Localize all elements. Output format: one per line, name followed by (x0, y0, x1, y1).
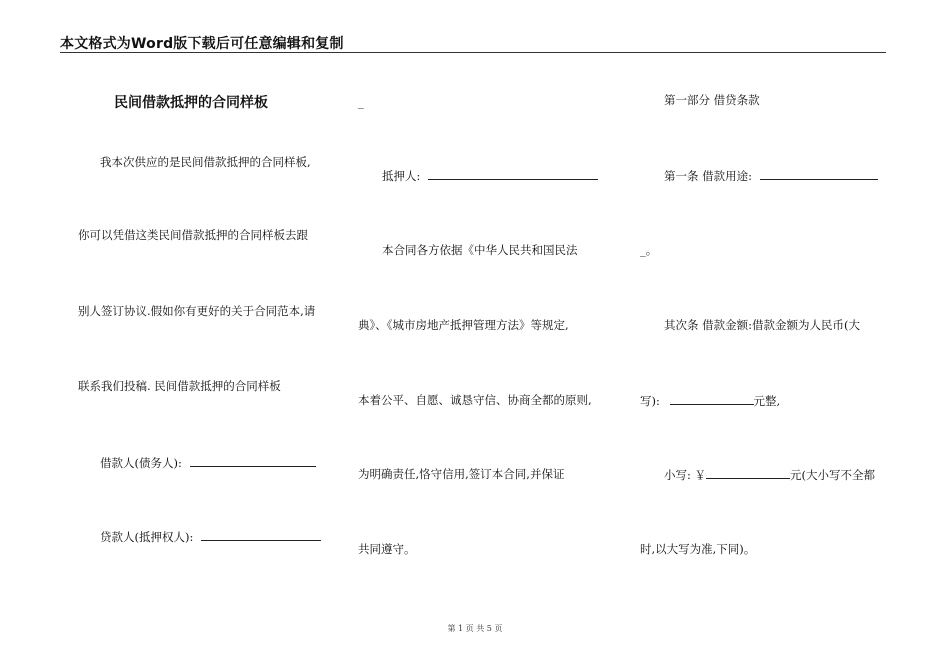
lender-label: 贷款人(抵押权人): (100, 530, 194, 544)
borrower-line (100, 455, 316, 470)
mortgagor-blank[interactable] (428, 168, 598, 180)
col2-paragraph-line-4: 为明确责任,恪守信用,签订本合同,并保证 (358, 467, 565, 481)
col2-dash: _ (358, 95, 364, 109)
mortgagor-label: 抵押人: (382, 169, 421, 183)
col1-paragraph-line-1: 我本次供应的是民间借款抵押的合同样板, (100, 155, 311, 169)
col1-paragraph-line-4: 联系我们投稿. 民间借款抵押的合同样板 (78, 379, 281, 393)
amount-uppercase-blank[interactable] (670, 393, 754, 405)
col2-paragraph-line-5: 共同遵守。 (358, 542, 416, 556)
amount-lowercase-blank[interactable] (706, 467, 790, 479)
borrower-blank[interactable] (190, 455, 316, 467)
article-2-line-4: 时,以大写为准,下同)。 (640, 542, 756, 556)
document-header: 本文格式为Word版下载后可任意编辑和复制 (60, 36, 344, 52)
borrower-label: 借款人(债务人): (100, 456, 182, 470)
amount-uppercase-suffix: 元整, (753, 394, 781, 408)
amount-lowercase-suffix: 元(大小写不全都 (790, 468, 876, 482)
amount-lowercase-label: 小写: ￥ (664, 468, 707, 482)
part-one-heading: 第一部分 借贷条款 (664, 93, 760, 107)
article-1-end: _。 (640, 243, 658, 257)
loan-purpose-blank[interactable] (760, 168, 878, 180)
article-2-line-1: 其次条 借款金额:借款金额为人民币(大 (664, 318, 861, 332)
amount-uppercase-label: 写): (640, 394, 660, 408)
article-1-label: 第一条 借款用途: (664, 169, 753, 183)
article-1-line (664, 168, 878, 183)
header-divider (60, 52, 886, 53)
lender-blank[interactable] (201, 529, 321, 541)
mortgagor-line (382, 168, 598, 183)
col1-paragraph-line-2: 你可以凭借这类民间借款抵押的合同样板去跟 (78, 228, 308, 242)
article-2-line-2 (640, 393, 780, 408)
lender-line (100, 529, 321, 544)
document-title: 民间借款抵押的合同样板 (114, 95, 268, 111)
col2-paragraph-line-3: 本着公平、自愿、诚恳守信、协商全都的原则, (358, 393, 592, 407)
col2-paragraph-line-2: 典》、《城市房地产抵押管理方法》等规定, (358, 318, 569, 332)
article-2-line-3 (664, 467, 875, 482)
col1-paragraph-line-3: 别人签订协议.假如你有更好的关于合同范本,请 (78, 304, 316, 318)
page-footer: 第 1 页 共 5 页 (447, 624, 503, 633)
col2-paragraph-line-1: 本合同各方依据《中华人民共和国民法 (382, 243, 578, 257)
